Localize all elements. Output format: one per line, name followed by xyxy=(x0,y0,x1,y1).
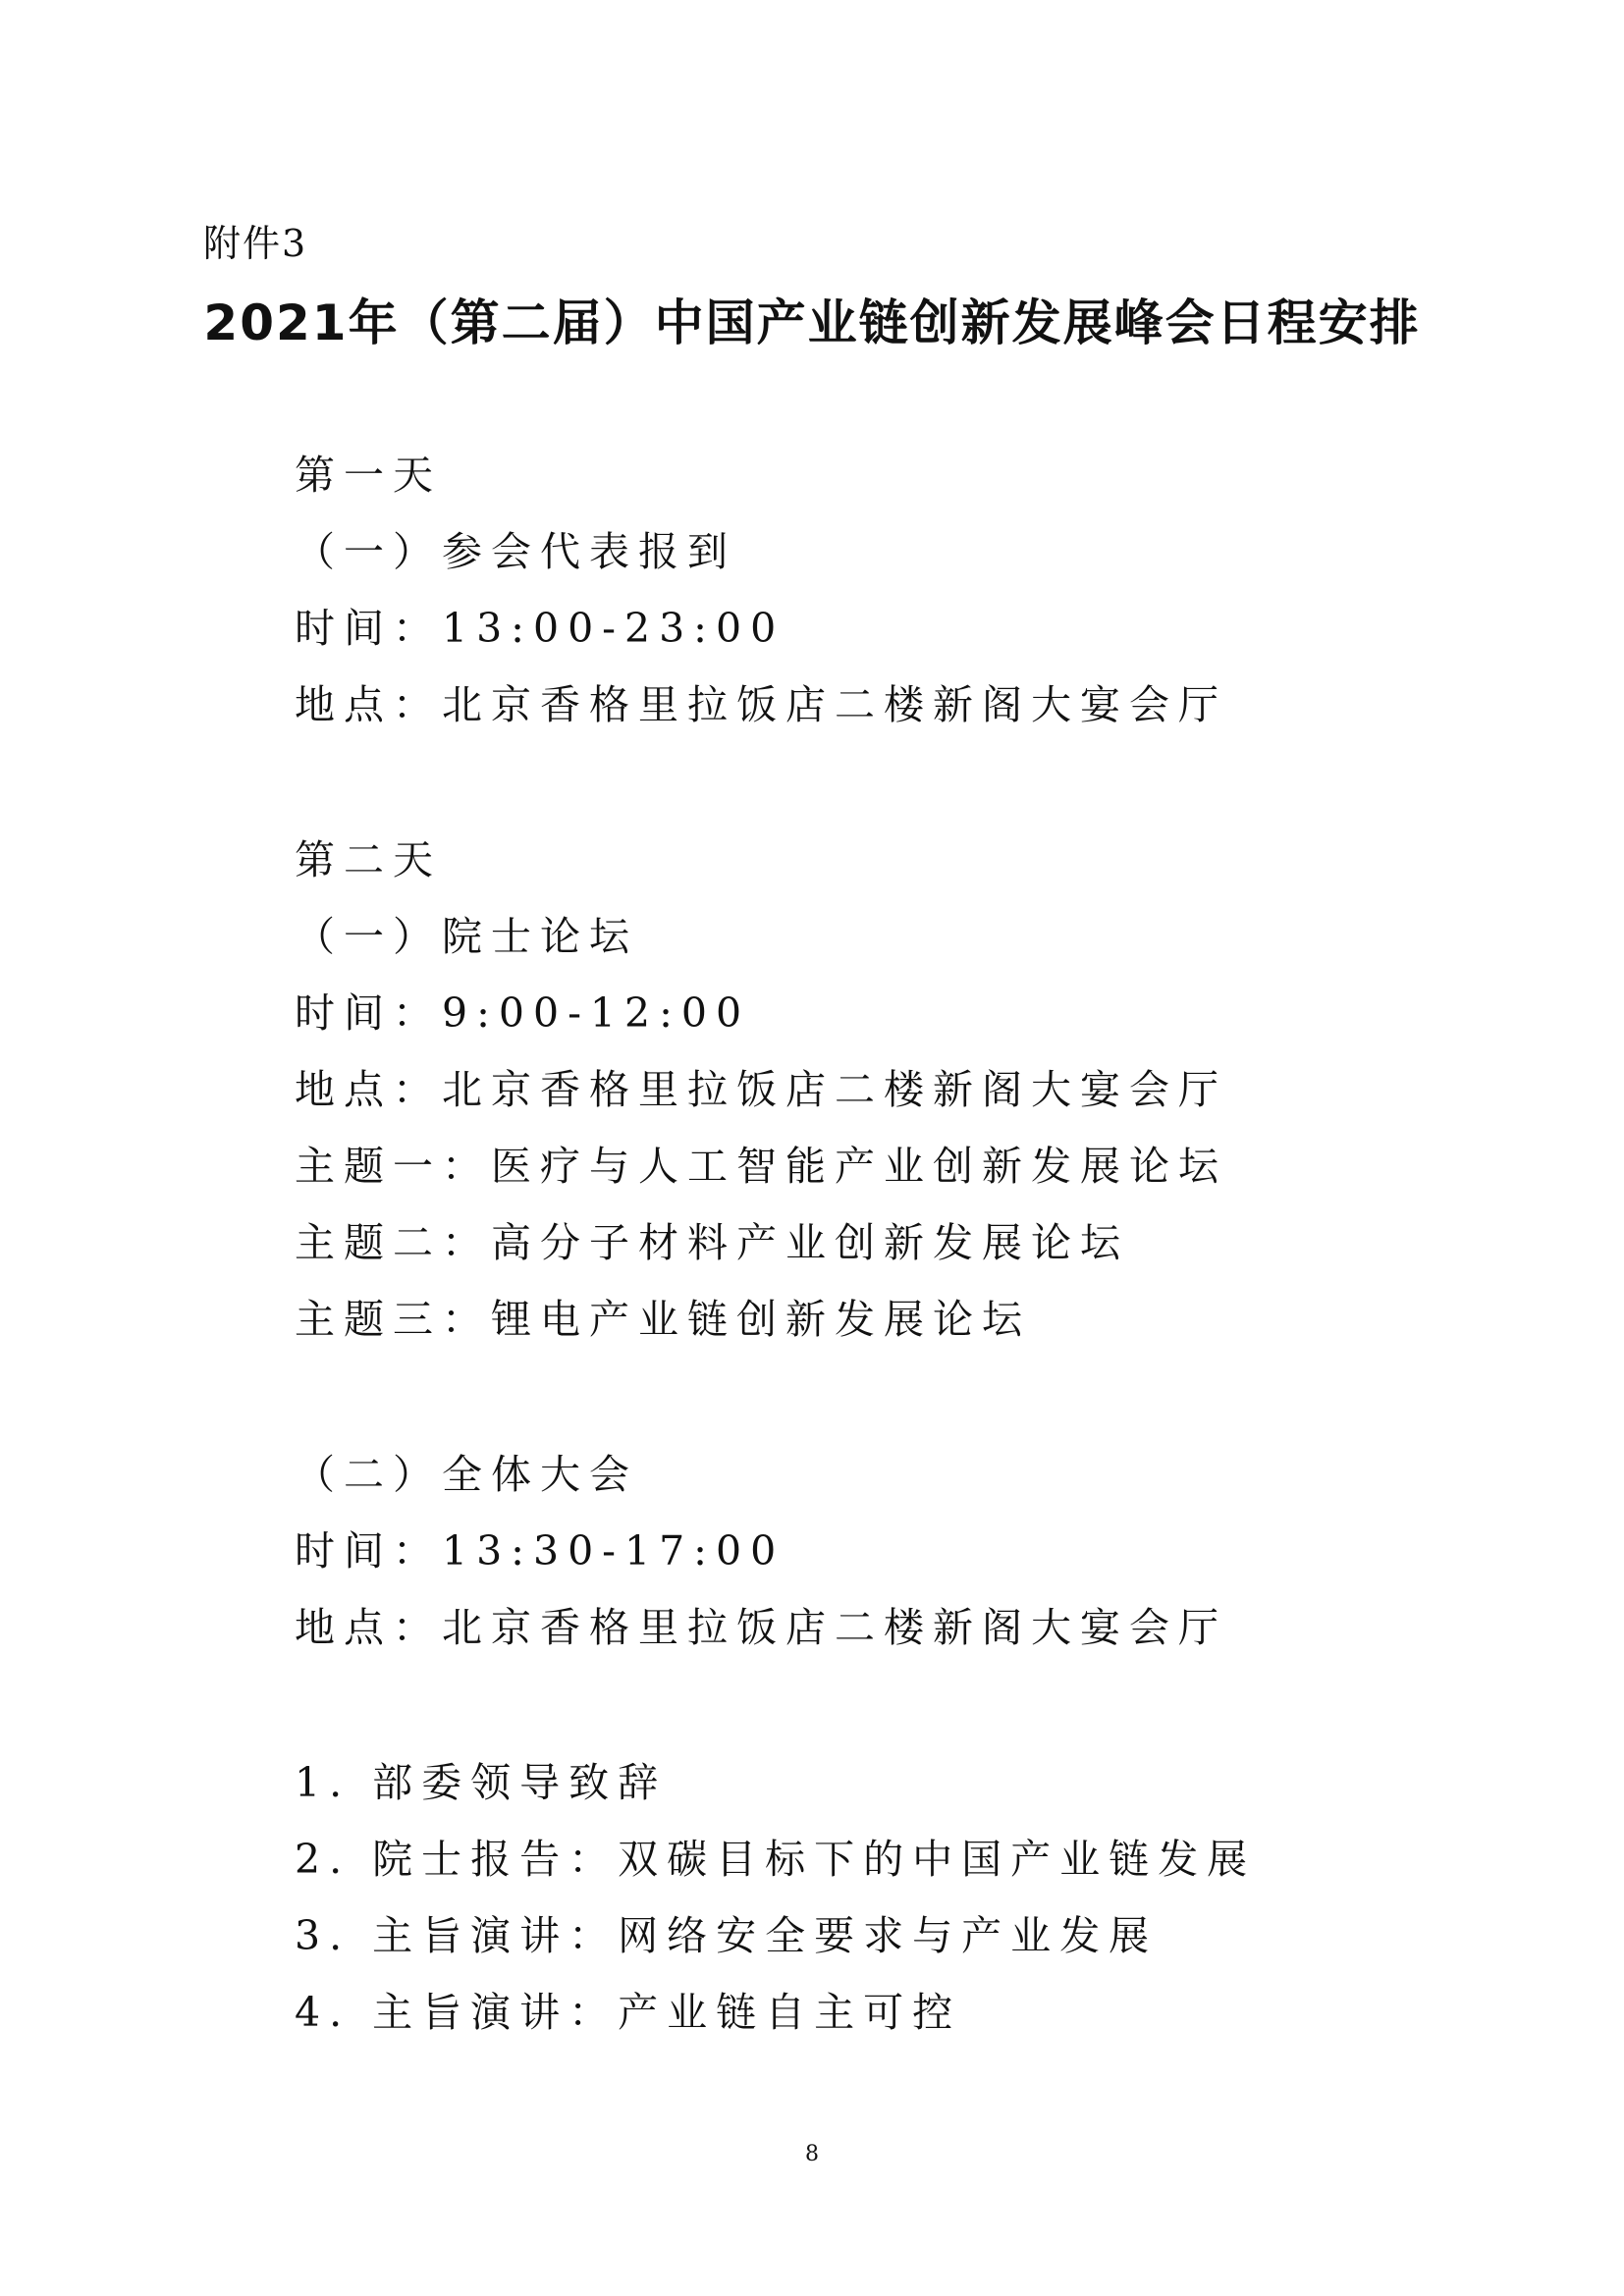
day2-session1-heading: （一）院士论坛 xyxy=(295,913,638,960)
day2-session2-location: 地点：北京香格里拉饭店二楼新阁大宴会厅 xyxy=(295,1604,1227,1651)
topic-item: 主题三：锂电产业链创新发展论坛 xyxy=(295,1296,1031,1343)
day2-session1-location: 地点：北京香格里拉饭店二楼新阁大宴会厅 xyxy=(295,1066,1227,1113)
topic-item: 主题二：高分子材料产业创新发展论坛 xyxy=(295,1219,1129,1266)
agenda-item: 2. 院士报告：双碳目标下的中国产业链发展 xyxy=(295,1836,1257,1883)
day1-session1-time: 时间：13:00-23:00 xyxy=(295,605,785,652)
day2-heading: 第二天 xyxy=(295,836,442,883)
day1-session1-location: 地点：北京香格里拉饭店二楼新阁大宴会厅 xyxy=(295,681,1227,728)
day2-session2-time: 时间：13:30-17:00 xyxy=(295,1527,785,1575)
day1-session1-heading: （一）参会代表报到 xyxy=(295,528,736,575)
topic-item: 主题一：医疗与人工智能产业创新发展论坛 xyxy=(295,1143,1227,1190)
agenda-item: 4. 主旨演讲：产业链自主可控 xyxy=(295,1989,962,2036)
day1-heading: 第一天 xyxy=(295,452,442,499)
document-title: 2021年（第二届）中国产业链创新发展峰会日程安排 xyxy=(203,294,1421,351)
day2-session1-time: 时间：9:00-12:00 xyxy=(295,989,751,1037)
agenda-item: 3. 主旨演讲：网络安全要求与产业发展 xyxy=(295,1912,1159,1959)
agenda-item: 1. 部委领导致辞 xyxy=(295,1759,668,1806)
day2-session2-heading: （二）全体大会 xyxy=(295,1451,638,1498)
attachment-label: 附件3 xyxy=(203,222,308,265)
page-number: 8 xyxy=(805,2142,819,2166)
